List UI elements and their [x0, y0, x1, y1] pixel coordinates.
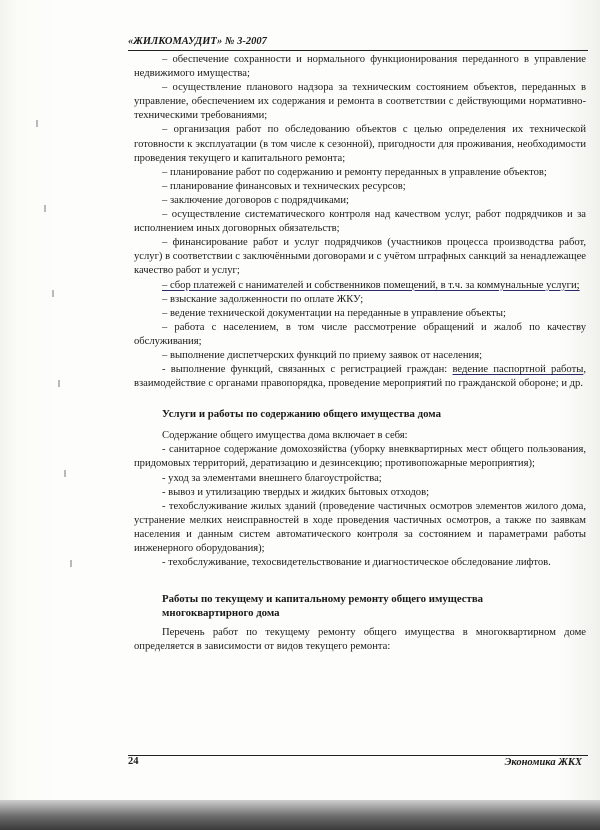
section-heading-line: многоквартирного дома [162, 607, 280, 620]
page-number: 24 [128, 756, 139, 767]
list-item-underlined: – сбор платежей с нанимателей и собственников помещений, в т.ч. за коммунальные услуги; [162, 279, 580, 291]
list-item: – работа с населением, в том числе рассмотрение обращений и жалоб по качеству обслуживания; [134, 321, 586, 347]
list-item-text: , взаимодействие с органами правопорядка, проведение мероприятий по гражданской обороне; и др. [134, 364, 586, 390]
scan-speck [36, 120, 38, 127]
scan-speck [70, 560, 72, 567]
list-item: – обеспечение сохранности и нормального функционирования переданного в управление недвижимого имущества; [134, 54, 586, 80]
section-heading [162, 592, 586, 620]
footer-rule [128, 755, 588, 756]
list-item: - санитарное содержание домохозяйства (уборку вневквартирных мест общего пользования, придомовых территорий, дератизацию и дезинсекцию; противопожарные мероприятия); [134, 444, 586, 470]
list-item: – организация работ по обследованию объектов с целью определения их технической готовности к эксплуатации (в том числе к сезонной), пригодности для проживания, необходимости проведения текущего и капитального ремонта; [134, 124, 586, 164]
running-header: «ЖИЛКОМАУДИТ» № 3-2007 [128, 36, 267, 47]
scan-speck [52, 290, 54, 297]
list-item: - техобслуживание жилых зданий (проведение частичных осмотров элементов жилого дома, устранение мелких неисправностей в ходе проведения частичных осмотров, а также по заявкам населения и данным систем автоматического контроля за состоянием и параметрами работы инженерного оборудования); [134, 500, 586, 554]
scan-speck [44, 205, 46, 212]
list-item: – осуществление систематического контроля над качеством услуг, работ подрядчиков и за исполнением иных договорных обязательств; [134, 209, 586, 235]
running-footer: Экономика ЖКХ [504, 757, 582, 768]
list-item: – ведение технической документации на переданные в управление объекты; [162, 307, 506, 319]
list-item-registration [134, 363, 586, 391]
list-item: – выполнение диспетчерских функций по приему заявок от населения; [162, 349, 483, 361]
list-item: – взыскание задолженности по оплате ЖКУ; [162, 293, 364, 305]
list-item-text: - выполнение функций, связанных с регистрацией граждан: [162, 364, 453, 376]
scan-speck [64, 470, 66, 477]
section-heading: Услуги и работы по содержанию общего имущества дома [162, 408, 441, 421]
list-item: – финансирование работ и услуг подрядчиков (участников процесса производства работ, услуг) в соответствии с заключёнными договорами и с учётом штрафных санкций за ненадлежащее качество работ и услуг; [134, 237, 586, 277]
list-item: - вывоз и утилизацию твердых и жидких бытовых отходов; [162, 486, 430, 498]
section-heading-line: Работы по текущему и капитальному ремонту общего имущества [162, 593, 484, 606]
section-intro: Перечень работ по текущему ремонту общего имущества в многоквартирном доме определяется в зависимости от видов текущего ремонта: [134, 627, 586, 653]
list-item: – заключение договоров с подрядчиками; [162, 194, 349, 206]
article-body [134, 53, 586, 654]
underlined-phrase: ведение паспортной работы [452, 364, 584, 376]
section-intro: Содержание общего имущества дома включает в себя: [162, 430, 408, 442]
list-item: – планирование финансовых и технических ресурсов; [162, 180, 406, 192]
list-item: - техобслуживание, техосвидетельствование и диагностическое обследование лифтов. [162, 557, 551, 569]
list-item: – планирование работ по содержанию и ремонту переданных в управление объектов; [162, 166, 547, 178]
header-rule [128, 50, 588, 51]
list-item: – осуществление планового надзора за техническим состоянием объектов, переданных в управление, обеспечением их содержания и ремонта в соответствии с действующими нормативно-техническими требованиями; [134, 82, 586, 122]
list-item: - уход за элементами внешнего благоустройства; [162, 472, 382, 484]
scan-edge-shadow [0, 800, 600, 830]
scan-speck [58, 380, 60, 387]
